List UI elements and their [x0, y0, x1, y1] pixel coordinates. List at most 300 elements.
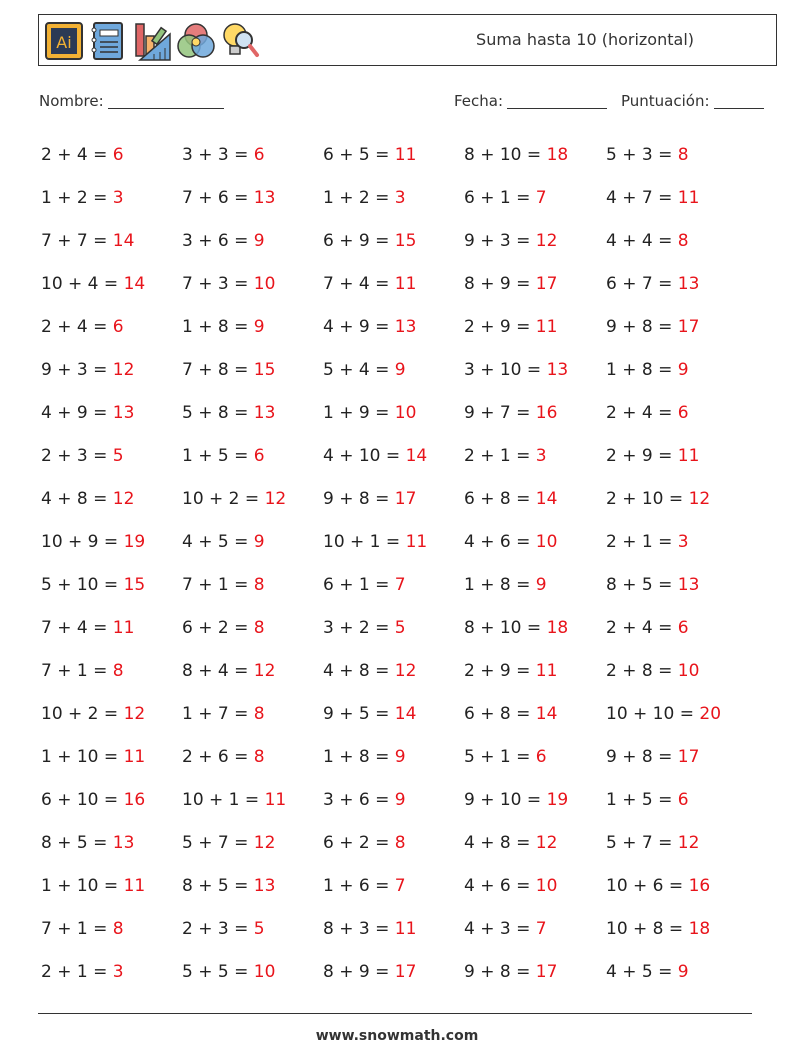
problem-question: 8 + 3 = [323, 919, 395, 939]
problem-question: 4 + 6 = [464, 876, 536, 896]
problem-cell [182, 567, 265, 603]
problem-cell [464, 696, 557, 732]
problem-question: 8 + 5 = [41, 833, 113, 853]
problem-cell [323, 954, 416, 990]
problem-answer: 17 [535, 962, 558, 982]
problem-question: 4 + 9 = [323, 317, 395, 337]
problem-question: 1 + 2 = [323, 188, 395, 208]
problem-cell [41, 610, 134, 646]
problem-answer: 13 [253, 188, 276, 208]
problem-answer: 18 [546, 618, 569, 638]
problem-cell [182, 223, 265, 259]
problem-answer: 9 [677, 360, 689, 380]
problem-answer: 17 [677, 317, 700, 337]
problem-question: 6 + 2 = [323, 833, 395, 853]
problem-cell [41, 137, 124, 173]
problem-answer: 19 [123, 532, 146, 552]
problem-cell [464, 481, 557, 517]
problem-question: 6 + 7 = [606, 274, 678, 294]
problem-cell [606, 868, 710, 904]
problem-answer: 15 [394, 231, 417, 251]
problem-answer: 11 [394, 274, 417, 294]
date-field [454, 92, 607, 110]
problem-cell [182, 137, 265, 173]
problem-question: 5 + 7 = [606, 833, 678, 853]
problem-cell [464, 911, 547, 947]
problem-cell [606, 696, 721, 732]
problem-cell [606, 438, 699, 474]
problem-answer: 13 [546, 360, 569, 380]
problem-question: 4 + 8 = [464, 833, 536, 853]
problem-cell [323, 524, 427, 560]
problem-answer: 17 [394, 962, 417, 982]
problem-question: 7 + 4 = [41, 618, 113, 638]
problem-answer: 18 [688, 919, 711, 939]
problem-answer: 10 [535, 532, 558, 552]
name-field [39, 92, 224, 110]
problem-question: 7 + 4 = [323, 274, 395, 294]
problem-question: 1 + 2 = [41, 188, 113, 208]
problem-question: 3 + 3 = [182, 145, 254, 165]
problem-answer: 11 [264, 790, 287, 810]
problem-question: 2 + 9 = [606, 446, 678, 466]
problem-cell [606, 782, 689, 818]
problem-question: 2 + 6 = [182, 747, 254, 767]
problem-answer: 15 [253, 360, 276, 380]
problem-cell [41, 524, 145, 560]
problem-answer: 8 [253, 575, 265, 595]
problem-cell [606, 653, 699, 689]
problem-question: 4 + 8 = [41, 489, 113, 509]
problem-question: 2 + 10 = [606, 489, 689, 509]
problem-cell [182, 954, 275, 990]
problem-answer: 14 [535, 704, 558, 724]
problem-question: 1 + 8 = [182, 317, 254, 337]
problem-answer: 18 [546, 145, 569, 165]
problem-question: 9 + 3 = [41, 360, 113, 380]
problem-question: 5 + 4 = [323, 360, 395, 380]
problem-question: 6 + 9 = [323, 231, 395, 251]
problem-cell [323, 739, 406, 775]
problem-cell [182, 438, 265, 474]
problem-cell [182, 825, 275, 861]
problem-answer: 11 [535, 317, 558, 337]
problem-question: 8 + 9 = [464, 274, 536, 294]
problem-answer: 6 [253, 446, 265, 466]
problem-answer: 9 [253, 532, 265, 552]
problem-answer: 13 [112, 403, 135, 423]
problem-answer: 8 [677, 145, 689, 165]
problem-answer: 11 [394, 919, 417, 939]
problem-answer: 16 [535, 403, 558, 423]
problem-answer: 14 [112, 231, 135, 251]
problem-question: 10 + 6 = [606, 876, 689, 896]
problem-answer: 11 [677, 446, 700, 466]
problem-answer: 10 [677, 661, 700, 681]
problem-cell [606, 137, 689, 173]
score-label: Puntuación: [621, 92, 710, 110]
problem-cell [41, 567, 145, 603]
date-label: Fecha: [454, 92, 504, 110]
problem-question: 4 + 6 = [464, 532, 536, 552]
problem-answer: 6 [677, 790, 689, 810]
problem-answer: 8 [112, 661, 124, 681]
problem-cell [464, 653, 557, 689]
problem-cell [464, 137, 568, 173]
problem-answer: 12 [253, 833, 276, 853]
problem-answer: 8 [112, 919, 124, 939]
problem-cell [323, 911, 416, 947]
problem-question: 2 + 1 = [606, 532, 678, 552]
problem-cell [41, 180, 124, 216]
problem-answer: 3 [677, 532, 689, 552]
problem-answer: 8 [253, 747, 265, 767]
footer-website: www.snowmath.com [315, 1028, 479, 1044]
problem-answer: 12 [112, 489, 135, 509]
problem-answer: 6 [677, 403, 689, 423]
problem-cell [323, 180, 406, 216]
problem-question: 8 + 10 = [464, 145, 547, 165]
problem-question: 6 + 1 = [323, 575, 395, 595]
illustrator-app-icon [44, 20, 84, 62]
problem-cell [464, 352, 568, 388]
problem-cell [41, 223, 134, 259]
problem-cell [182, 782, 286, 818]
problem-question: 6 + 10 = [41, 790, 124, 810]
notebook-icon [88, 20, 128, 62]
problem-answer: 20 [699, 704, 722, 724]
problem-cell [464, 524, 557, 560]
problem-question: 1 + 10 = [41, 747, 124, 767]
problem-cell [606, 223, 689, 259]
problem-question: 9 + 5 = [323, 704, 395, 724]
problem-question: 6 + 5 = [323, 145, 395, 165]
problem-answer: 14 [394, 704, 417, 724]
problem-question: 4 + 10 = [323, 446, 406, 466]
problem-cell [606, 911, 710, 947]
problem-answer: 7 [394, 876, 406, 896]
problem-question: 10 + 9 = [41, 532, 124, 552]
problem-question: 2 + 4 = [41, 145, 113, 165]
problem-question: 1 + 5 = [606, 790, 678, 810]
problem-question: 6 + 8 = [464, 704, 536, 724]
problem-question: 2 + 9 = [464, 661, 536, 681]
problem-answer: 19 [546, 790, 569, 810]
problem-question: 2 + 4 = [41, 317, 113, 337]
problem-cell [41, 825, 134, 861]
problem-cell [323, 223, 416, 259]
problem-question: 7 + 8 = [182, 360, 254, 380]
problem-cell [41, 481, 134, 517]
problem-question: 1 + 5 = [182, 446, 254, 466]
problem-question: 10 + 4 = [41, 274, 124, 294]
problem-answer: 17 [394, 489, 417, 509]
problem-cell [323, 696, 416, 732]
problem-answer: 13 [112, 833, 135, 853]
problem-question: 4 + 4 = [606, 231, 678, 251]
problem-question: 3 + 6 = [323, 790, 395, 810]
problem-question: 7 + 1 = [182, 575, 254, 595]
problem-cell [323, 610, 406, 646]
problem-question: 7 + 6 = [182, 188, 254, 208]
date-blank[interactable] [507, 92, 607, 109]
problem-cell [182, 868, 275, 904]
problem-answer: 8 [253, 704, 265, 724]
problem-answer: 9 [394, 747, 406, 767]
problem-question: 2 + 3 = [182, 919, 254, 939]
problem-question: 10 + 2 = [41, 704, 124, 724]
problem-question: 10 + 10 = [606, 704, 700, 724]
problem-cell [323, 868, 406, 904]
problem-answer: 11 [123, 747, 146, 767]
problem-answer: 11 [123, 876, 146, 896]
problem-answer: 10 [253, 274, 276, 294]
problem-cell [41, 438, 124, 474]
problem-answer: 12 [394, 661, 417, 681]
problem-question: 5 + 3 = [606, 145, 678, 165]
problem-answer: 5 [112, 446, 124, 466]
problem-cell [41, 868, 145, 904]
problem-cell [606, 266, 699, 302]
problem-question: 1 + 8 = [464, 575, 536, 595]
problem-question: 1 + 10 = [41, 876, 124, 896]
problem-cell [182, 266, 275, 302]
problem-question: 6 + 2 = [182, 618, 254, 638]
problem-cell [41, 309, 124, 345]
problem-question: 3 + 2 = [323, 618, 395, 638]
problem-cell [464, 868, 557, 904]
problem-question: 8 + 9 = [323, 962, 395, 982]
problem-cell [323, 782, 406, 818]
problem-question: 9 + 3 = [464, 231, 536, 251]
problem-cell [323, 137, 416, 173]
problem-question: 4 + 3 = [464, 919, 536, 939]
problem-question: 5 + 7 = [182, 833, 254, 853]
header-icons [44, 20, 260, 62]
name-blank[interactable] [108, 92, 224, 109]
problem-question: 9 + 7 = [464, 403, 536, 423]
problem-cell [464, 223, 557, 259]
problem-question: 2 + 1 = [464, 446, 536, 466]
problem-answer: 11 [535, 661, 558, 681]
problem-answer: 11 [394, 145, 417, 165]
problem-answer: 16 [123, 790, 146, 810]
name-label: Nombre: [39, 92, 104, 110]
problem-question: 2 + 1 = [41, 962, 113, 982]
problem-question: 2 + 9 = [464, 317, 536, 337]
problem-cell [182, 309, 265, 345]
problem-answer: 6 [112, 145, 124, 165]
problem-cell [464, 180, 547, 216]
problem-question: 10 + 8 = [606, 919, 689, 939]
idea-search-icon [220, 20, 260, 62]
problem-cell [323, 825, 406, 861]
problem-answer: 13 [677, 575, 700, 595]
problem-cell [41, 782, 145, 818]
problem-question: 8 + 10 = [464, 618, 547, 638]
problem-cell [606, 825, 699, 861]
problem-answer: 17 [535, 274, 558, 294]
problem-cell [323, 438, 427, 474]
problem-answer: 12 [535, 833, 558, 853]
problem-cell [41, 911, 124, 947]
worksheet-header [38, 14, 777, 66]
problem-answer: 9 [253, 317, 265, 337]
problem-answer: 11 [677, 188, 700, 208]
problem-question: 5 + 1 = [464, 747, 536, 767]
problem-cell [41, 266, 145, 302]
problem-question: 9 + 8 = [606, 747, 678, 767]
problem-cell [464, 438, 547, 474]
problem-answer: 10 [253, 962, 276, 982]
problem-answer: 13 [677, 274, 700, 294]
problem-cell [464, 825, 557, 861]
problem-question: 9 + 8 = [464, 962, 536, 982]
problem-answer: 14 [535, 489, 558, 509]
problem-cell [323, 309, 416, 345]
problem-cell [323, 481, 416, 517]
problem-cell [182, 610, 265, 646]
problem-cell [464, 739, 547, 775]
problem-question: 7 + 1 = [41, 919, 113, 939]
problem-answer: 9 [394, 790, 406, 810]
problem-answer: 10 [394, 403, 417, 423]
worksheet-title: Suma hasta 10 (horizontal) [476, 30, 694, 49]
color-wheel-icon [176, 20, 216, 62]
problem-question: 8 + 5 = [606, 575, 678, 595]
art-supplies-icon [132, 20, 172, 62]
problem-cell [464, 954, 557, 990]
problem-question: 1 + 8 = [323, 747, 395, 767]
problem-cell [41, 739, 145, 775]
problem-cell [464, 395, 557, 431]
problem-cell [323, 567, 406, 603]
problem-cell [323, 395, 416, 431]
problem-cell [182, 180, 275, 216]
problem-cell [182, 524, 265, 560]
problem-answer: 10 [535, 876, 558, 896]
problem-answer: 3 [535, 446, 547, 466]
problem-question: 8 + 4 = [182, 661, 254, 681]
problem-answer: 15 [123, 575, 146, 595]
problem-cell [182, 395, 275, 431]
problem-cell [464, 610, 568, 646]
problem-cell [464, 567, 547, 603]
problem-cell [182, 911, 265, 947]
footer-divider [38, 1013, 752, 1014]
problem-question: 1 + 9 = [323, 403, 395, 423]
problem-question: 3 + 6 = [182, 231, 254, 251]
problem-answer: 3 [112, 188, 124, 208]
problem-question: 4 + 8 = [323, 661, 395, 681]
problem-cell [182, 481, 286, 517]
problem-answer: 13 [253, 403, 276, 423]
problem-question: 2 + 3 = [41, 446, 113, 466]
problem-cell [606, 309, 699, 345]
problem-question: 8 + 5 = [182, 876, 254, 896]
problem-cell [41, 352, 134, 388]
problem-answer: 6 [253, 145, 265, 165]
problem-cell [606, 610, 689, 646]
problem-answer: 12 [112, 360, 135, 380]
score-blank[interactable] [714, 92, 764, 109]
problem-cell [323, 352, 406, 388]
problem-cell [606, 180, 699, 216]
problem-cell [41, 653, 124, 689]
problem-question: 9 + 8 = [606, 317, 678, 337]
problem-cell [606, 567, 699, 603]
problem-cell [606, 739, 699, 775]
problem-answer: 8 [253, 618, 265, 638]
problem-question: 3 + 10 = [464, 360, 547, 380]
problem-answer: 12 [123, 704, 146, 724]
problem-question: 7 + 7 = [41, 231, 113, 251]
problem-question: 7 + 3 = [182, 274, 254, 294]
problem-answer: 6 [535, 747, 547, 767]
problem-answer: 14 [123, 274, 146, 294]
problem-answer: 8 [677, 231, 689, 251]
problem-cell [182, 696, 265, 732]
problem-question: 4 + 5 = [606, 962, 678, 982]
problem-question: 4 + 5 = [182, 532, 254, 552]
problem-answer: 11 [405, 532, 428, 552]
problem-question: 1 + 6 = [323, 876, 395, 896]
icon-letters: Ai [56, 33, 72, 52]
problem-cell [182, 653, 275, 689]
problem-answer: 13 [253, 876, 276, 896]
problem-cell [606, 395, 689, 431]
problem-cell [606, 954, 689, 990]
problem-answer: 12 [264, 489, 287, 509]
problem-question: 6 + 1 = [464, 188, 536, 208]
problem-answer: 7 [535, 188, 547, 208]
problem-answer: 12 [535, 231, 558, 251]
problem-answer: 3 [112, 962, 124, 982]
problem-question: 5 + 8 = [182, 403, 254, 423]
problem-cell [182, 739, 265, 775]
problem-answer: 12 [677, 833, 700, 853]
problem-answer: 17 [677, 747, 700, 767]
problem-question: 1 + 8 = [606, 360, 678, 380]
problem-cell [606, 481, 710, 517]
problem-cell [464, 309, 557, 345]
problem-question: 9 + 8 = [323, 489, 395, 509]
problem-cell [41, 395, 134, 431]
problem-cell [182, 352, 275, 388]
problem-answer: 6 [112, 317, 124, 337]
problem-answer: 13 [394, 317, 417, 337]
problem-cell [606, 352, 689, 388]
problem-question: 4 + 7 = [606, 188, 678, 208]
problem-answer: 12 [253, 661, 276, 681]
problem-answer: 9 [253, 231, 265, 251]
problem-answer: 6 [677, 618, 689, 638]
problem-answer: 9 [535, 575, 547, 595]
problem-cell [323, 653, 416, 689]
problem-answer: 7 [394, 575, 406, 595]
problem-answer: 12 [688, 489, 711, 509]
score-field [621, 92, 764, 110]
problem-answer: 8 [394, 833, 406, 853]
problem-cell [464, 782, 568, 818]
problem-answer: 5 [394, 618, 406, 638]
problem-question: 7 + 1 = [41, 661, 113, 681]
problem-cell [41, 696, 145, 732]
problem-cell [606, 524, 689, 560]
problem-question: 9 + 10 = [464, 790, 547, 810]
problem-question: 10 + 1 = [182, 790, 265, 810]
problem-answer: 9 [394, 360, 406, 380]
